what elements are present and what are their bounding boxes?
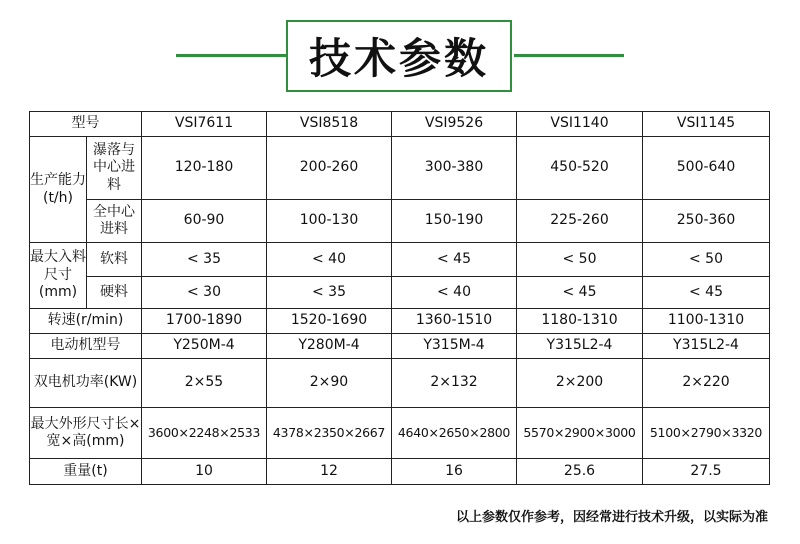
value-cell: 200-260 bbox=[267, 137, 392, 200]
value-cell: 1100-1310 bbox=[643, 309, 770, 334]
value-cell: 300-380 bbox=[392, 137, 517, 200]
value-cell: 5570×2900×3000 bbox=[517, 408, 643, 459]
value-cell: < 50 bbox=[643, 243, 770, 277]
dimensions-label: 最大外形尺寸长×宽×高(mm) bbox=[30, 408, 142, 459]
value-cell: Y280M-4 bbox=[267, 334, 392, 359]
table-row-speed bbox=[30, 309, 770, 334]
model-cell: VSI7611 bbox=[142, 112, 267, 137]
table-row-capacity-center bbox=[30, 200, 770, 243]
value-cell: Y250M-4 bbox=[142, 334, 267, 359]
value-cell: 2×55 bbox=[142, 359, 267, 408]
table-row-power bbox=[30, 359, 770, 408]
title-line-left bbox=[176, 54, 286, 57]
spec-table bbox=[29, 111, 770, 485]
table-row-motor-model bbox=[30, 334, 770, 359]
value-cell: < 45 bbox=[643, 277, 770, 309]
value-cell: 120-180 bbox=[142, 137, 267, 200]
value-cell: 12 bbox=[267, 459, 392, 485]
power-label: 双电机功率(KW) bbox=[30, 359, 142, 408]
capacity-group-label: 生产能力(t/h) bbox=[30, 137, 87, 243]
table-row-feed-hard bbox=[30, 277, 770, 309]
value-cell: 225-260 bbox=[517, 200, 643, 243]
value-cell: 150-190 bbox=[392, 200, 517, 243]
value-cell: 500-640 bbox=[643, 137, 770, 200]
speed-label: 转速(r/min) bbox=[30, 309, 142, 334]
table-row-dimensions bbox=[30, 408, 770, 459]
value-cell: 1360-1510 bbox=[392, 309, 517, 334]
value-cell: 2×90 bbox=[267, 359, 392, 408]
motor-model-label: 电动机型号 bbox=[30, 334, 142, 359]
value-cell: < 45 bbox=[392, 243, 517, 277]
value-cell: 2×200 bbox=[517, 359, 643, 408]
table-row-capacity-cascade bbox=[30, 137, 770, 200]
value-cell: 3600×2248×2533 bbox=[142, 408, 267, 459]
value-cell: 1180-1310 bbox=[517, 309, 643, 334]
value-cell: < 40 bbox=[392, 277, 517, 309]
value-cell: < 40 bbox=[267, 243, 392, 277]
value-cell: Y315L2-4 bbox=[643, 334, 770, 359]
title-box bbox=[286, 20, 512, 92]
header-label: 型号 bbox=[30, 112, 142, 137]
value-cell: 2×132 bbox=[392, 359, 517, 408]
table-row-feed-soft bbox=[30, 243, 770, 277]
value-cell: 1520-1690 bbox=[267, 309, 392, 334]
model-cell: VSI1140 bbox=[517, 112, 643, 137]
value-cell: 16 bbox=[392, 459, 517, 485]
value-cell: 4378×2350×2667 bbox=[267, 408, 392, 459]
value-cell: < 45 bbox=[517, 277, 643, 309]
value-cell: Y315M-4 bbox=[392, 334, 517, 359]
value-cell: 5100×2790×3320 bbox=[643, 408, 770, 459]
capacity-center-label: 全中心进料 bbox=[87, 200, 142, 243]
value-cell: 25.6 bbox=[517, 459, 643, 485]
title-line-right bbox=[514, 54, 624, 57]
weight-label: 重量(t) bbox=[30, 459, 142, 485]
value-cell: 250-360 bbox=[643, 200, 770, 243]
value-cell: < 35 bbox=[142, 243, 267, 277]
value-cell: 27.5 bbox=[643, 459, 770, 485]
value-cell: < 30 bbox=[142, 277, 267, 309]
value-cell: 10 bbox=[142, 459, 267, 485]
value-cell: < 50 bbox=[517, 243, 643, 277]
page-title: 技术参数 bbox=[308, 34, 489, 83]
table-row-weight bbox=[30, 459, 770, 485]
value-cell: 4640×2650×2800 bbox=[392, 408, 517, 459]
feed-soft-label: 软料 bbox=[87, 243, 142, 277]
value-cell: 60-90 bbox=[142, 200, 267, 243]
value-cell: 2×220 bbox=[643, 359, 770, 408]
model-cell: VSI8518 bbox=[267, 112, 392, 137]
model-cell: VSI1145 bbox=[643, 112, 770, 137]
model-cell: VSI9526 bbox=[392, 112, 517, 137]
value-cell: Y315L2-4 bbox=[517, 334, 643, 359]
footnote: 以上参数仅作参考，因经常进行技术升级，以实际为准 bbox=[455, 510, 768, 525]
value-cell: < 35 bbox=[267, 277, 392, 309]
feed-hard-label: 硬料 bbox=[87, 277, 142, 309]
table-row-model bbox=[30, 112, 770, 137]
value-cell: 450-520 bbox=[517, 137, 643, 200]
feed-group-label: 最大入料尺寸(mm) bbox=[30, 243, 87, 309]
capacity-cascade-label: 瀑落与中心进料 bbox=[87, 137, 142, 200]
value-cell: 1700-1890 bbox=[142, 309, 267, 334]
value-cell: 100-130 bbox=[267, 200, 392, 243]
